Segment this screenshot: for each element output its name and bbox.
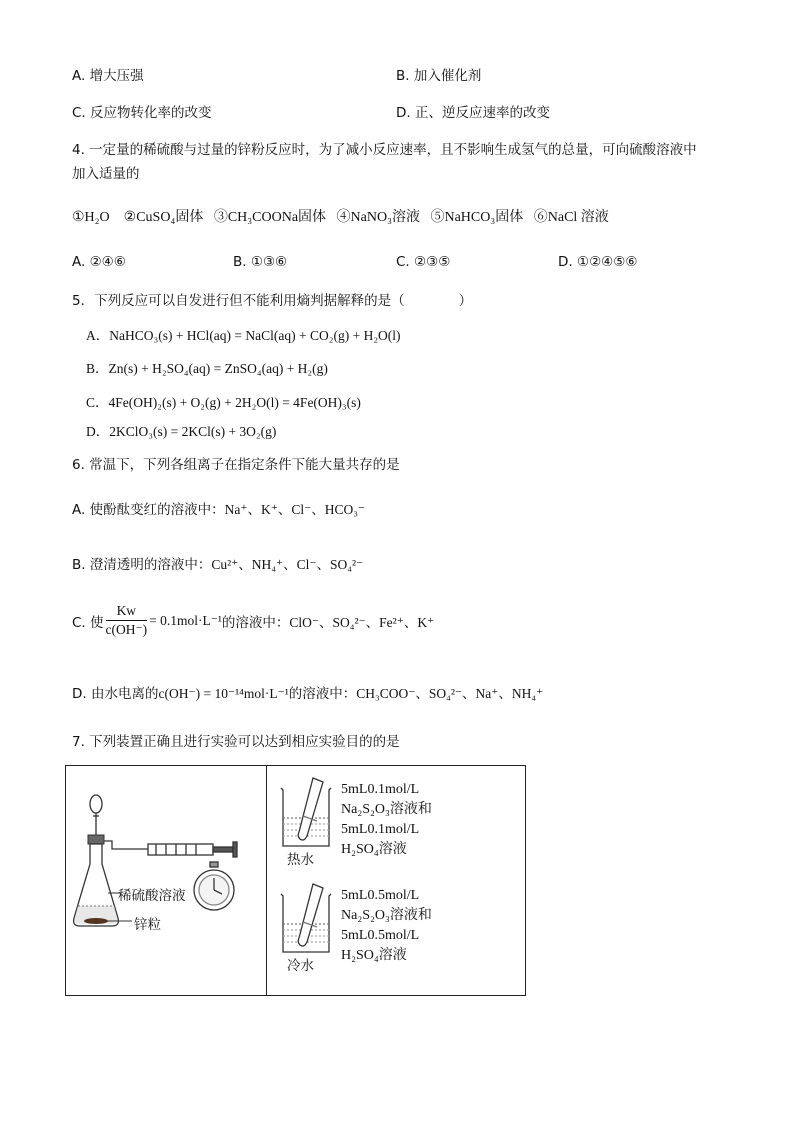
bottom-solution-line-1: 5mL0.5mol/L (341, 888, 420, 903)
bottom-solution-label (341, 886, 432, 966)
q7-left-cell (66, 766, 267, 996)
q5-option-a: A．NaHCO₃(s) + HCl(aq) = NaCl(aq) + CO₂(g) + H₂O(l) (86, 328, 401, 343)
q3-option-a: A. 增大压强 (72, 68, 144, 84)
q4-items (72, 206, 609, 226)
q4-item-1: ①H₂O (72, 210, 110, 225)
q5-option-c: C．4Fe(OH)₂(s) + O₂(g) + 2H₂O(l) = 4Fe(OH)₃(s) (86, 395, 361, 410)
q6-option-c (72, 603, 434, 638)
q3-option-b: B. 加入催化剂 (396, 68, 482, 84)
q6-a-ions: Na⁺、K⁺、Cl⁻、HCO₃⁻ (224, 502, 366, 517)
top-solution-line-4: H₂SO₄溶液 (341, 842, 407, 857)
bottom-solution-line-4: H₂SO₄溶液 (341, 948, 407, 963)
q6-option-b (72, 553, 363, 573)
q4-stem-line1: 4. 一定量的稀硫酸与过量的锌粉反应时，为了减小反应速率，且不影响生成氢气的总量，可向硫酸溶液中 (72, 142, 697, 158)
q6-c-value: = 0.1mol·L⁻¹ (149, 612, 222, 628)
flask-syringe-diagram (66, 766, 266, 995)
q6-d-prefix: D. 由水电离的 (72, 686, 159, 702)
q6-d-suffix: 的溶液中：CH₃COO⁻、SO₄²⁻、Na⁺、NH₄⁺ (288, 686, 544, 701)
top-solution-label (341, 780, 432, 860)
q6-c-denominator: c(OH⁻) (105, 622, 148, 637)
q4-option-d: D. ①②④⑤⑥ (558, 254, 638, 270)
label-zinc-granules: 锌粒 (134, 917, 161, 933)
label-dilute-sulfuric-acid: 稀硫酸溶液 (118, 888, 186, 904)
test-tube-cold-icon (298, 884, 323, 946)
bottom-solution-line-2: Na₂S₂O₃溶液和 (341, 908, 432, 923)
top-solution-line-1: 5mL0.1mol/L (341, 782, 420, 797)
q6-c-suffix: 的溶液中：ClO⁻、SO₄²⁻、Fe²⁺、K⁺ (221, 614, 435, 630)
q4-option-c: C. ②③⑤ (396, 254, 451, 270)
q6-a-prefix: A. 使酚酞变红的溶液中： (72, 502, 225, 518)
q5-option-d: D．2KClO₃(s) = 2KCl(s) + 3O₂(g) (86, 424, 277, 439)
q4-option-b: B. ①③⑥ (233, 254, 288, 270)
top-solution-line-2: Na₂S₂O₃溶液和 (341, 802, 432, 817)
stopwatch-icon (194, 862, 234, 910)
q3-option-d: D. 正、逆反应速率的改变 (396, 105, 550, 121)
q7-right-cell (267, 766, 526, 996)
label-hot-water: 热水 (287, 852, 314, 868)
q4-option-a: A. ②④⑥ (72, 254, 126, 270)
syringe-icon (148, 842, 237, 857)
beaker-cold-water-icon (281, 884, 331, 952)
q5-option-b: B．Zn(s) + H₂SO₄(aq) = ZnSO₄(aq) + H₂(g) (86, 361, 328, 376)
beaker-hot-water-icon (281, 778, 331, 846)
top-solution-line-3: 5mL0.1mol/L (341, 822, 420, 837)
q5-stem: 5．下列反应可以自发进行但不能利用熵判据解释的是（ ） (72, 293, 473, 309)
delivery-tube-icon (104, 841, 148, 849)
stopper-icon (88, 835, 104, 844)
q4-item-5: ⑤NaHCO₃固体 (430, 210, 524, 225)
q4-stem-line2: 加入适量的 (72, 166, 140, 182)
q4-item-2: ②CuSO₄固体 (123, 210, 204, 225)
q7-apparatus-table (65, 765, 526, 996)
dropping-funnel-icon (90, 795, 102, 836)
q6-option-a (72, 498, 365, 518)
q7-stem: 7. 下列装置正确且进行实验可以达到相应实验目的的是 (72, 734, 400, 750)
test-tube-hot-icon (298, 778, 323, 840)
bottom-solution-line-3: 5mL0.5mol/L (341, 928, 420, 943)
q4-item-3: ③CH₃COONa固体 (213, 210, 327, 225)
label-cold-water: 冷水 (287, 958, 314, 974)
q6-c-prefix: C. 使 (72, 614, 104, 631)
q6-b-prefix: B. 澄清透明的溶液中： (72, 557, 212, 573)
q6-option-d (72, 682, 543, 702)
q6-d-expr: c(OH⁻) = 10⁻¹⁴mol·L⁻¹ (158, 686, 289, 701)
q6-c-fraction (106, 603, 148, 638)
q6-c-numerator: Kw (106, 603, 148, 621)
zinc-granules-icon (84, 918, 108, 924)
q4-item-4: ④NaNO₃溶液 (336, 210, 420, 225)
q4-item-6: ⑥NaCl 溶液 (533, 210, 609, 225)
q6-b-ions: Cu²⁺、NH₄⁺、Cl⁻、SO₄²⁻ (211, 557, 364, 572)
q3-option-c: C. 反应物转化率的改变 (72, 105, 212, 121)
q6-stem: 6. 常温下，下列各组离子在指定条件下能大量共存的是 (72, 457, 400, 473)
